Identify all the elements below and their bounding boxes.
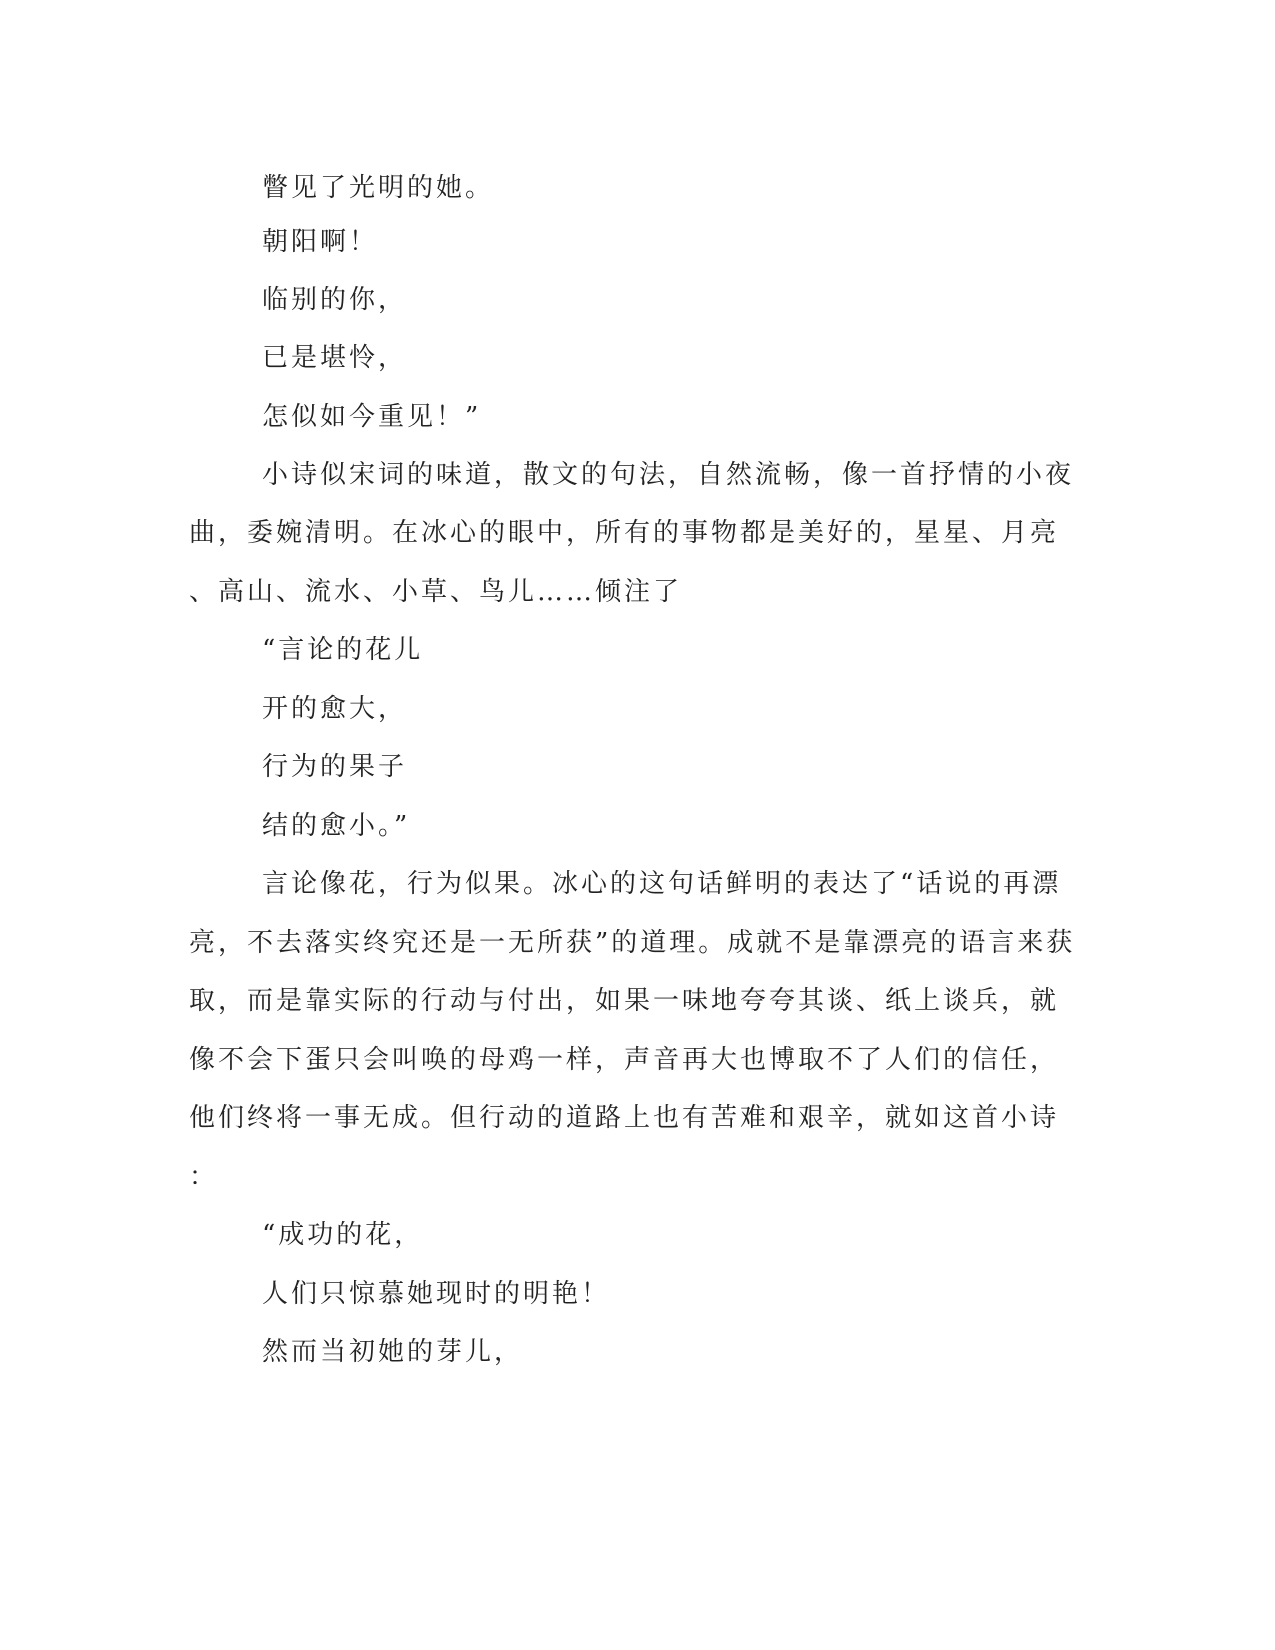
poem-line: 开的愈大， bbox=[262, 694, 408, 724]
poem-line: 已是堪怜， bbox=[262, 343, 408, 373]
paragraph-line: ： bbox=[189, 1162, 219, 1192]
poem-line: 朝阳啊！ bbox=[262, 227, 379, 257]
paragraph-line: 言论像花，行为似果。冰心的这句话鲜明的表达了“话说的再漂 bbox=[262, 869, 1062, 899]
poem-line: 怎似如今重见！” bbox=[262, 402, 482, 432]
paragraph-line: 小诗似宋词的味道，散文的句法，自然流畅，像一首抒情的小夜 bbox=[262, 460, 1075, 490]
paragraph-line: 、高山、流水、小草、鸟儿……倾注了 bbox=[189, 577, 683, 607]
poem-line: 临别的你， bbox=[262, 285, 408, 315]
poem-line: 然而当初她的芽儿， bbox=[262, 1337, 524, 1367]
poem-line: 结的愈小。” bbox=[262, 811, 411, 841]
poem-line: “成功的花， bbox=[262, 1220, 424, 1250]
paragraph-line: 像不会下蛋只会叫唤的母鸡一样，声音再大也博取不了人们的信任， bbox=[189, 1045, 1060, 1075]
paragraph-line: 曲，委婉清明。在冰心的眼中，所有的事物都是美好的，星星、月亮 bbox=[189, 518, 1060, 548]
paragraph-line: 取，而是靠实际的行动与付出，如果一味地夸夸其谈、纸上谈兵，就 bbox=[189, 986, 1060, 1016]
poem-line: 瞥见了光明的她。 bbox=[262, 173, 495, 203]
paragraph-line: 亮，不去落实终究还是一无所获”的道理。成就不是靠漂亮的语言来获 bbox=[189, 928, 1076, 958]
poem-line: “言论的花儿 bbox=[262, 635, 424, 665]
poem-line: 行为的果子 bbox=[262, 752, 408, 782]
paragraph-line: 他们终将一事无成。但行动的道路上也有苦难和艰辛，就如这首小诗 bbox=[189, 1103, 1060, 1133]
poem-line: 人们只惊慕她现时的明艳！ bbox=[262, 1279, 611, 1309]
